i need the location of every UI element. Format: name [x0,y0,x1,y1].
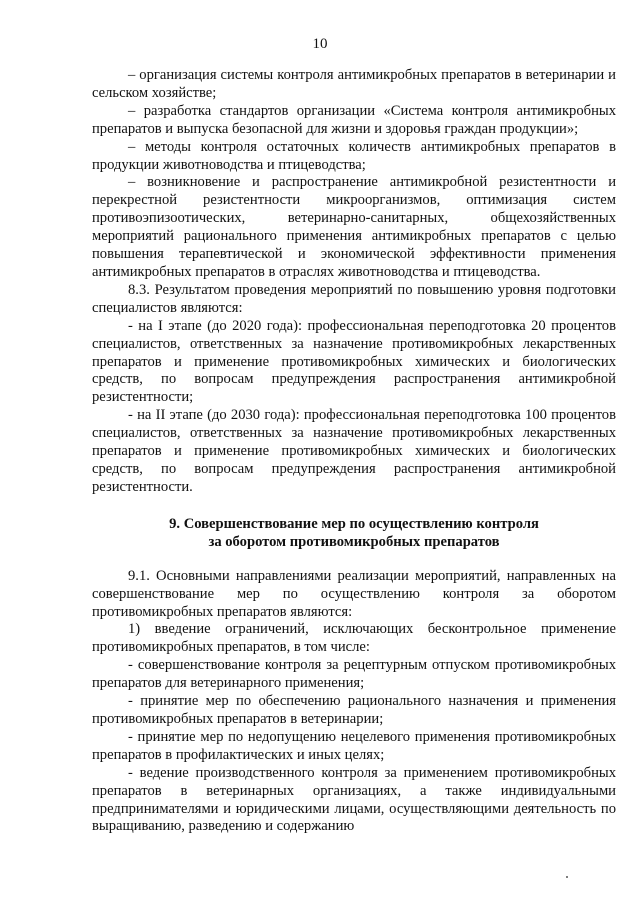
section-heading-line-1: 9. Совершенствование мер по осуществлению контроля [169,515,539,532]
document-body [92,67,616,836]
scan-speck [566,876,568,878]
list-item-stage-2: - на II этапе (до 2030 года): профессиональная переподготовка 100 процентов специалистов, ответственных за назначение противомикробных лекарственных препаратов и применение противомикробных химических и биологических средств, по вопросам предупреждения распространения антимикробной резистентности. [92,407,616,495]
list-item-prescription-control: - совершенствование контроля за рецептурным отпуском противомикробных препаратов для ветеринарного применения; [92,657,616,692]
list-item-production-control: - ведение производственного контроля за применением противомикробных препаратов в ветеринарных организациях, а также индивидуальными предпринимателями и юридическими лицами, осуществляющими деятельность по выращиванию, разведению и содержанию [92,764,616,835]
list-item-standards: – разработка стандартов организации «Система контроля антимикробных препаратов и выпуска безопасной для жизни и здоровья граждан продукции»; [92,102,616,137]
list-item-rational-use: - принятие мер по обеспечению рационального назначения и применения противомикробных препаратов в ветеринарии; [92,693,616,727]
list-item-residue-methods: – методы контроля остаточных количеств антимикробных препаратов в продукции животноводства и птицеводства; [92,138,616,173]
paragraph-8-3: 8.3. Результатом проведения мероприятий по повышению уровня подготовки специалистов являются: [92,281,616,316]
list-item-organization: – организация системы контроля антимикробных препаратов в ветеринарии и сельском хозяйстве; [92,67,616,101]
section-heading-line-2: за оборотом противомикробных препаратов [208,533,500,550]
list-item-restrictions: 1) введение ограничений, исключающих бесконтрольное применение противомикробных препаратов, в том числе: [92,621,616,656]
list-item-stage-1: - на I этапе (до 2020 года): профессиональная переподготовка 20 процентов специалистов, ответственных за назначение противомикробных лекарственных препаратов и применение противомикробных химических и биологических средств, по вопросам предупреждения распространения антимикробной резистентности; [92,317,616,406]
list-item-misuse-prevention: - принятие мер по недопущению нецелевого применения противомикробных препаратов в профилактических и иных целях; [92,728,616,763]
paragraph-9-1: 9.1. Основными направлениями реализации мероприятий, направленных на совершенствование мер по осуществлению контроля за оборотом противомикробных препаратов являются: [92,567,616,620]
list-item-resistance: – возникновение и распространение антимикробной резистентности и перекрестной резистентности микроорганизмов, оптимизация систем противоэпизоотических, ветеринарно-санитарных, общехозяйственных мероприятий рационального применения антимикробных препаратов с целью повышения терапевтической и экономической эффективности применения антимикробных препаратов в отраслях животноводства и птицеводства. [92,174,616,280]
section-heading-9 [92,515,616,551]
page-number: 10 [312,36,328,52]
